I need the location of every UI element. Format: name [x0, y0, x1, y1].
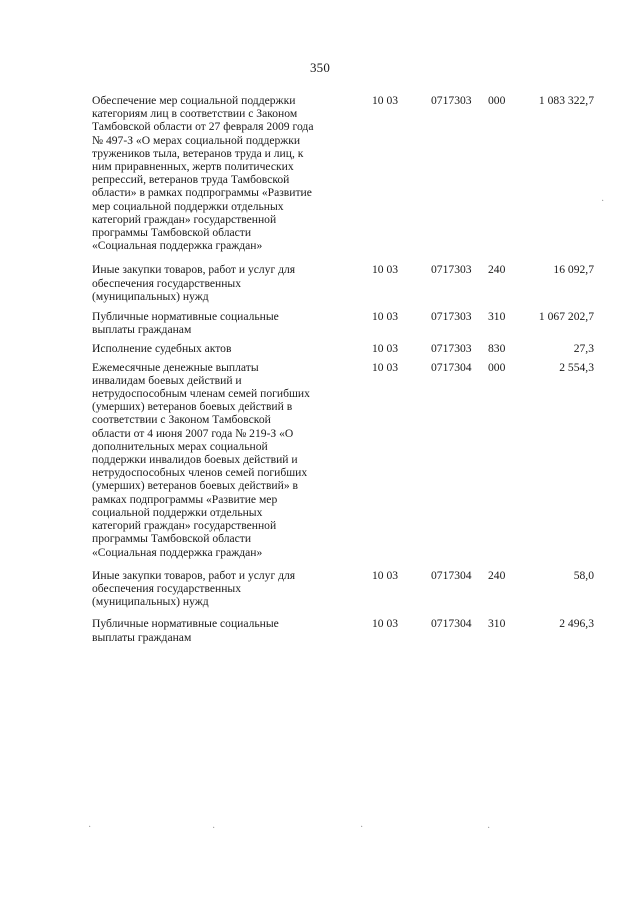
- amount: 1 083 322,7: [538, 94, 594, 107]
- amount: 2 554,3: [559, 360, 594, 374]
- row-description: Иные закупки товаров, работ и услуг для обеспечения государственных (муниципальных) нужд: [92, 263, 296, 303]
- row-description: Иные закупки товаров, работ и услуг для обеспечения государственных (муниципальных) нужд: [92, 568, 296, 609]
- scan-speck: ·: [487, 823, 491, 834]
- amount: 16 092,7: [553, 263, 594, 277]
- scan-speck: ·: [212, 823, 216, 834]
- section-code: 10 03: [372, 360, 399, 374]
- expense-type-code: 240: [488, 263, 506, 277]
- section-code: 10 03: [372, 94, 399, 107]
- table-row: [92, 569, 594, 609]
- target-article-code: 0717303: [431, 310, 472, 324]
- target-article-code: 0717303: [431, 342, 472, 356]
- expense-type-code: 310: [488, 617, 506, 631]
- row-description: Обеспечение мер социальной поддержки категориям лиц в соответствии с Законом Тамбовской области от 27 февраля 2009 года № 497-З «О мерах социальной поддержки тружеников тыла, ветеранов труда и лиц, к ним приравненных, жертв политических репрессий, ветеранов труда Тамбовской области» в рамках подпрограммы «Развитие мер социальной поддержки отдельных категорий граждан» государственной программы Тамбовской области «Социальная поддержка граждан»: [92, 94, 314, 253]
- expense-type-code: 000: [488, 360, 506, 374]
- section-code: 10 03: [372, 310, 399, 324]
- scan-speck: ·: [360, 822, 364, 833]
- target-article-code: 0717303: [431, 263, 472, 277]
- amount: 1 067 202,7: [538, 310, 594, 324]
- expense-type-code: 310: [488, 310, 506, 324]
- amount: 27,3: [573, 342, 594, 356]
- row-description: Ежемесячные денежные выплаты инвалидам боевых действий и нетрудоспособным членам семей погибших (умерших) ветеранов боевых действий в соответствии с Законом Тамбовской области от 4 июня 2007 года № 219-З «О дополнительных мерах социальной поддержки инвалидов боевых действий и нетрудоспособных членов семей погибших (умерших) ветеранов боевых действий» в рамках подпрограммы «Развитие мер социальной поддержки отдельных категорий граждан» государственной программы Тамбовской области «Социальная поддержка граждан»: [92, 360, 310, 559]
- table-row: [92, 310, 594, 336]
- target-article-code: 0717304: [431, 617, 472, 631]
- scan-speck: ·: [88, 822, 92, 833]
- expense-type-code: 830: [488, 342, 506, 356]
- section-code: 10 03: [372, 568, 399, 582]
- table-row: [92, 263, 594, 303]
- amount: 2 496,3: [559, 617, 594, 631]
- expense-type-code: 000: [488, 94, 506, 107]
- target-article-code: 0717303: [431, 94, 472, 107]
- target-article-code: 0717304: [431, 360, 472, 374]
- table-row: [92, 361, 594, 559]
- row-description: Публичные нормативные социальные выплаты гражданам: [92, 310, 279, 337]
- budget-table: [92, 94, 594, 644]
- expense-type-code: 240: [488, 568, 506, 582]
- table-row: [92, 342, 594, 355]
- scan-speck: ·: [601, 196, 605, 207]
- section-code: 10 03: [372, 617, 399, 631]
- section-code: 10 03: [372, 342, 399, 356]
- table-row: [92, 94, 594, 252]
- target-article-code: 0717304: [431, 568, 472, 582]
- section-code: 10 03: [372, 263, 399, 277]
- amount: 58,0: [573, 568, 594, 582]
- row-description: Публичные нормативные социальные выплаты гражданам: [92, 617, 279, 644]
- table-row: [92, 617, 594, 643]
- page-number: 350: [309, 60, 331, 75]
- row-description: Исполнение судебных актов: [92, 342, 232, 356]
